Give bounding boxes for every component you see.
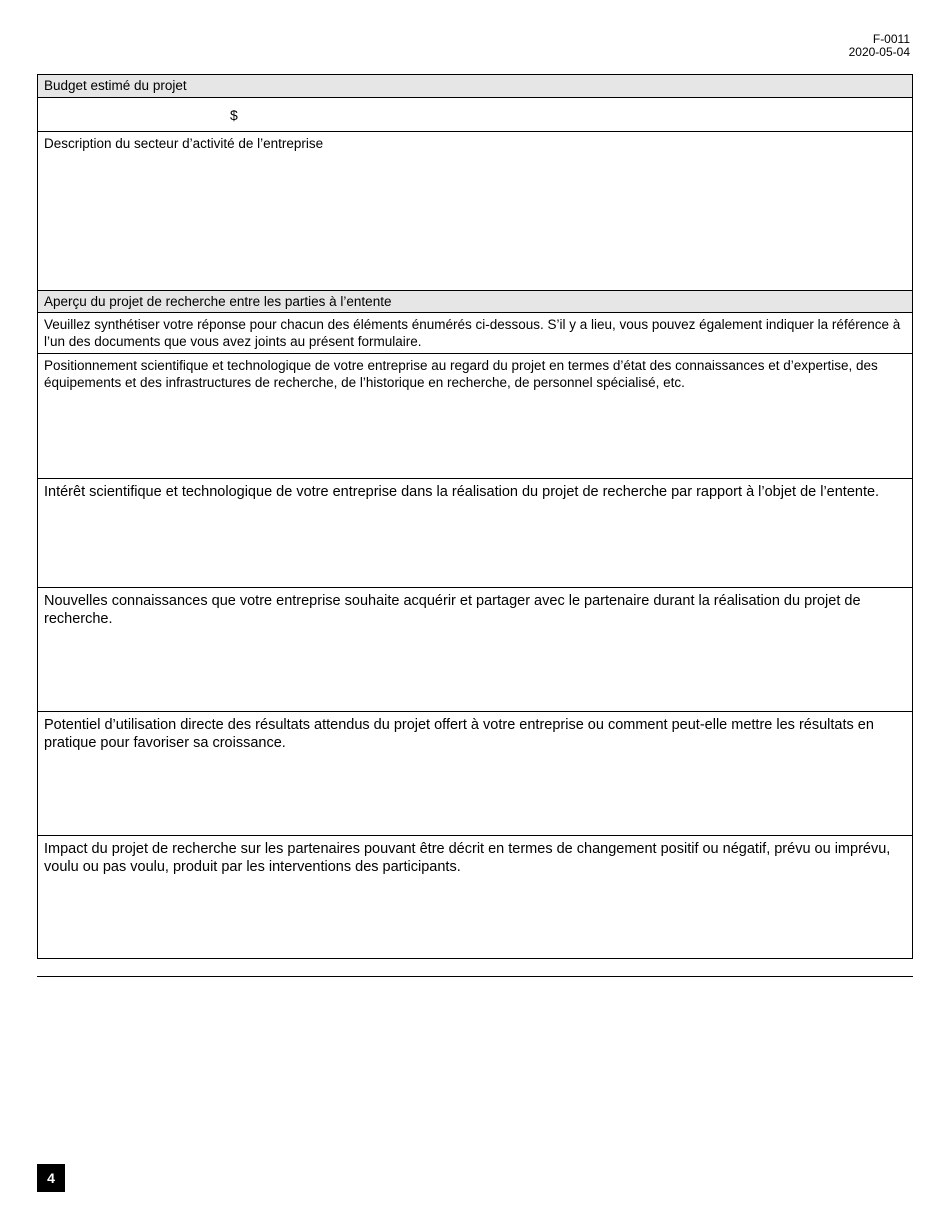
bottom-divider xyxy=(37,976,913,977)
form-code-block xyxy=(849,33,910,59)
overview-header: Aperçu du projet de recherche entre les parties à l’entente xyxy=(38,290,912,312)
scientific-interest-label: Intérêt scientifique et technologique de votre entreprise dans la réalisation du projet de recherche par rapport à l’objet de l’entente. xyxy=(44,484,880,500)
scientific-positioning-label: Positionnement scientifique et technologique de votre entreprise au regard du projet en termes d’état des connaissances et d’expertise, des équipements et des infrastructures de recherche, de l’historique en recherche, de personnel spécialisé, etc. xyxy=(44,358,878,390)
form-date: 2020-05-04 xyxy=(848,45,910,59)
sector-description-label: Description du secteur d’activité de l’entreprise xyxy=(44,136,324,151)
results-usage-field[interactable] xyxy=(38,711,912,835)
project-impact-label: Impact du projet de recherche sur les partenaires pouvant être décrit en termes de changement positif ou négatif, prévu ou imprévu, voulu ou pas voulu, produit par les interventions des participants. xyxy=(44,841,891,875)
new-knowledge-label: Nouvelles connaissances que votre entreprise souhaite acquérir et partager avec le partenaire durant la réalisation du projet de recherche. xyxy=(44,593,861,627)
budget-header: Budget estimé du projet xyxy=(38,75,912,97)
overview-instructions: Veuillez synthétiser votre réponse pour chacun des éléments énumérés ci-dessous. S’il y a lieu, vous pouvez également indiquer la référence à l’un des documents que vous avez joints au présent formulaire. xyxy=(38,312,912,353)
new-knowledge-field[interactable] xyxy=(38,587,912,711)
project-impact-field[interactable] xyxy=(38,835,912,958)
form-code: F-0011 xyxy=(872,32,910,46)
page-number: 4 xyxy=(37,1164,65,1192)
scientific-positioning-field[interactable] xyxy=(38,353,912,478)
currency-symbol: $ xyxy=(230,107,238,123)
sector-description-field[interactable] xyxy=(38,131,912,290)
budget-input[interactable] xyxy=(38,97,912,131)
scientific-interest-field[interactable] xyxy=(38,478,912,587)
results-usage-label: Potentiel d’utilisation directe des résultats attendus du projet offert à votre entreprise ou comment peut-elle mettre les résultats en pratique pour favoriser sa croissance. xyxy=(44,717,874,751)
project-form xyxy=(37,74,913,959)
